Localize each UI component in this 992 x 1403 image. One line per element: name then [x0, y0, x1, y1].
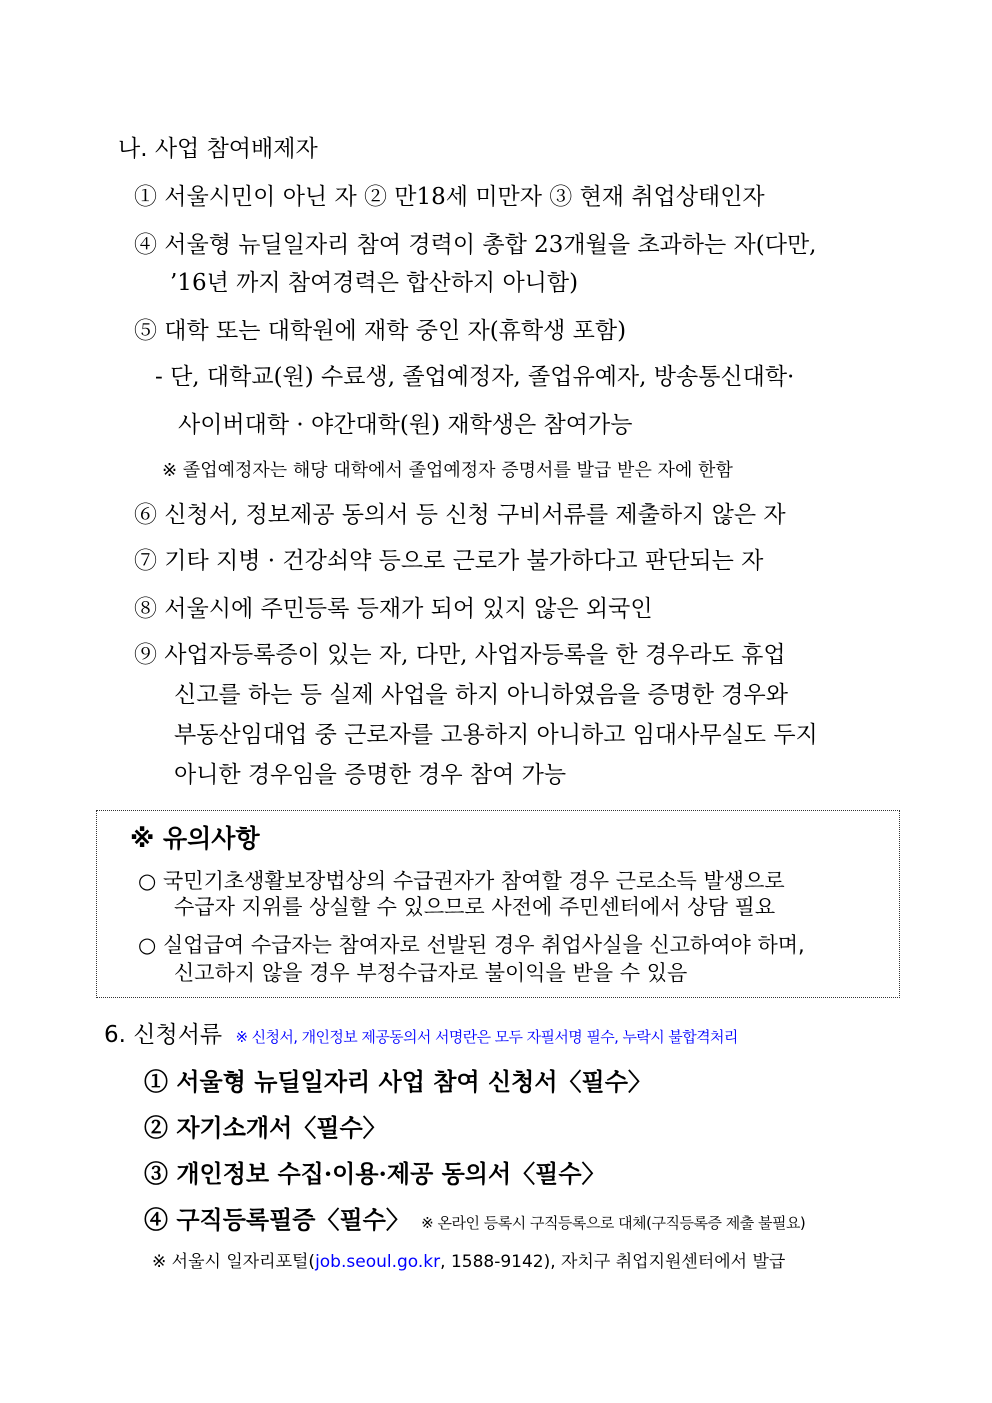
exclusion-item-8: ⑧ 서울시에 주민등록 등재가 되어 있지 않은 외국인: [134, 596, 653, 622]
exclusion-item-9-line3: 부동산임대업 중 근로자를 고용하지 아니하고 임대사무실도 두지: [174, 722, 818, 748]
exclusion-item-5: ⑤ 대학 또는 대학원에 재학 중인 자(휴학생 포함): [134, 318, 627, 344]
portal-url-link[interactable]: job.seoul.go.kr: [315, 1252, 441, 1272]
portal-note-prefix: ※ 서울시 일자리포털(: [152, 1252, 316, 1272]
section-heading-exclusions: 나. 사업 참여배제자: [118, 136, 318, 162]
notice-item-1-line1: ○ 국민기초생활보장법상의 수급권자가 참여할 경우 근로소득 발생으로: [138, 869, 785, 893]
exclusion-item-7: ⑦ 기타 지병 · 건강쇠약 등으로 근로가 불가하다고 판단되는 자: [134, 548, 764, 574]
document-item-1: ① 서울형 뉴딜일자리 사업 참여 신청서〈필수〉: [144, 1067, 652, 1096]
exclusion-item-9-line1: ⑨ 사업자등록증이 있는 자, 다만, 사업자등록을 한 경우라도 휴업: [134, 642, 786, 668]
section6-heading: 6. 신청서류: [104, 1022, 223, 1048]
exclusion-item-5-note: ※ 졸업예정자는 해당 대학에서 졸업예정자 증명서를 발급 받은 자에 한함: [162, 460, 733, 481]
exclusion-item-4: [134, 230, 817, 260]
section6-heading-row: [104, 1020, 738, 1052]
portal-note-suffix: , 1588-9142), 자치구 취업지원센터에서 발급: [440, 1252, 786, 1272]
exclusion-item-5-sub-line2: 사이버대학 · 야간대학(원) 재학생은 참여가능: [178, 412, 633, 438]
document-item-2: ② 자기소개서〈필수〉: [144, 1113, 387, 1142]
document-item-4-note: ※ 온라인 등록시 구직등록으로 대체(구직등록증 제출 불필요): [421, 1214, 806, 1232]
notice-title: ※ 유의사항: [130, 824, 260, 853]
exclusion-item-4-line1: ④ 서울형 뉴딜일자리 참여 경력이 총합 23개월을 초과하는 자(다만,: [134, 232, 817, 258]
exclusion-item-9-line4: 아니한 경우임을 증명한 경우 참여 가능: [174, 762, 567, 788]
exclusion-item-5-sub-line1: - 단, 대학교(원) 수료생, 졸업예정자, 졸업유예자, 방송통신대학·: [155, 364, 795, 390]
section6-note: ※ 신청서, 개인정보 제공동의서 서명란은 모두 자필서명 필수, 누락시 불합격처리: [235, 1028, 738, 1046]
exclusion-item-4-line2: ’16년 까지 참여경력은 합산하지 아니함): [170, 270, 579, 296]
document-item-4: ④ 구직등록필증〈필수〉: [144, 1205, 410, 1234]
notice-item-1-line2: 수급자 지위를 상실할 수 있으므로 사전에 주민센터에서 상담 필요: [174, 895, 776, 919]
document-item-3: ③ 개인정보 수집·이용·제공 동의서〈필수〉: [144, 1159, 606, 1188]
exclusion-item-9-line2: 신고를 하는 등 실제 사업을 하지 아니하였음을 증명한 경우와: [174, 682, 788, 708]
portal-note: [152, 1247, 785, 1277]
exclusion-item-1-3: ① 서울시민이 아닌 자 ② 만18세 미만자 ③ 현재 취업상태인자: [134, 184, 765, 210]
notice-item-2-line1: ○ 실업급여 수급자는 참여자로 선발된 경우 취업사실을 신고하여야 하며,: [138, 933, 805, 957]
document-item-4-row: [144, 1205, 805, 1238]
exclusion-item-6: ⑥ 신청서, 정보제공 동의서 등 신청 구비서류를 제출하지 않은 자: [134, 502, 786, 528]
notice-item-2-line2: 신고하지 않을 경우 부정수급자로 불이익을 받을 수 있음: [174, 961, 688, 985]
